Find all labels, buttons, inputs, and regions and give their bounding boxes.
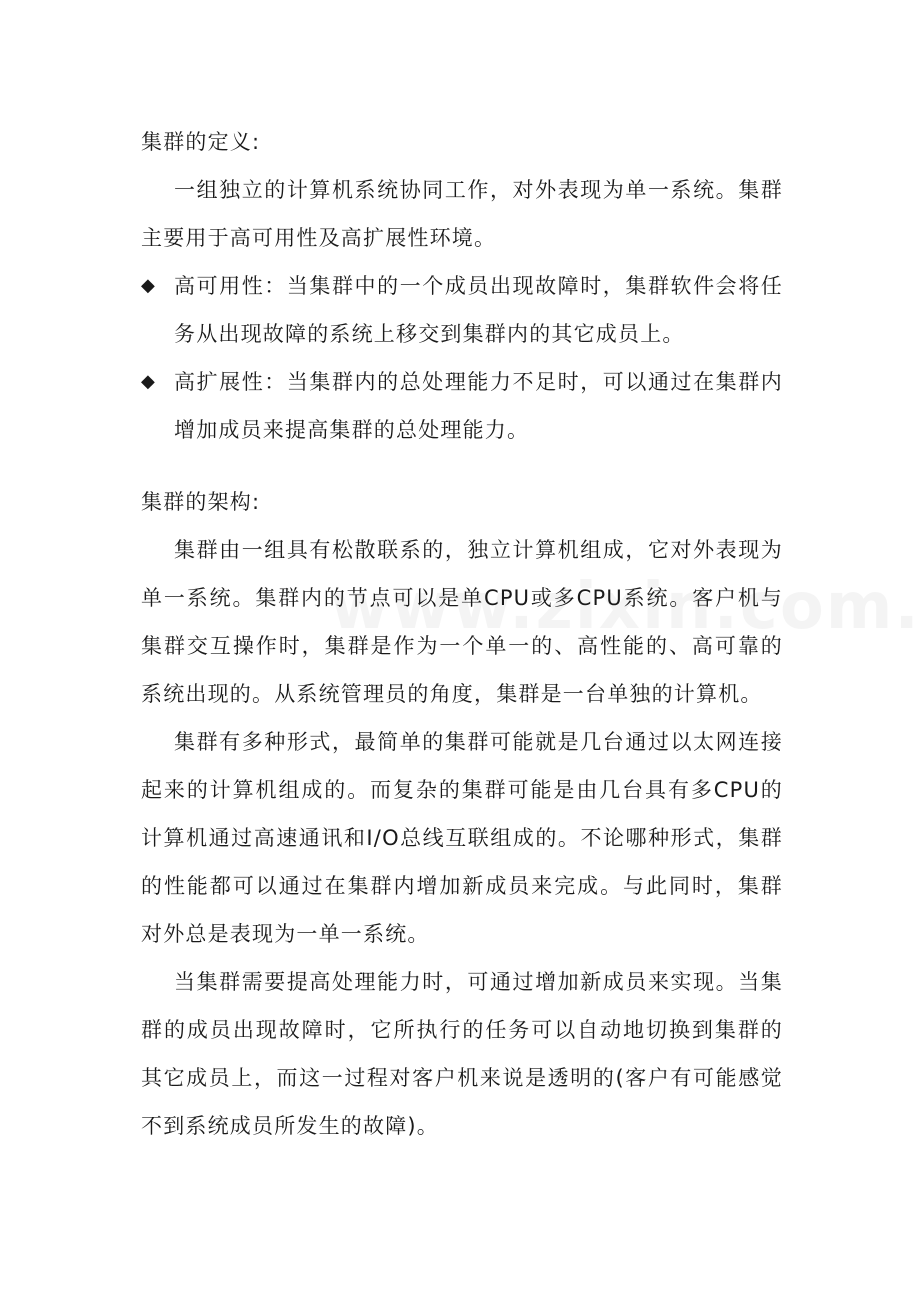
bullet-high-availability — [141, 262, 783, 358]
bullet-high-scalability — [141, 358, 783, 454]
definition-paragraph: 一组独立的计算机系统协同工作，对外表现为单一系统。集群主要用于高可用性及高扩展性环境。 — [141, 178, 783, 250]
architecture-paragraph-3: 当集群需要提高处理能力时，可通过增加新成员来实现。当集群的成员出现故障时，它所执行的任务可以自动地切换到集群的其它成员上，而这一过程对客户机来说是透明的(客户有可能感觉不到系统成员所发生的故障)。 — [141, 970, 783, 1138]
architecture-paragraph-1: 集群由一组具有松散联系的，独立计算机组成，它对外表现为单一系统。集群内的节点可以是单CPU或多CPU系统。客户机与集群交互操作时，集群是作为一个单一的、高性能的、高可靠的系统出现的。从系统管理员的角度，集群是一台单独的计算机。 — [141, 538, 783, 706]
diamond-bullet-icon: ◆ — [141, 371, 157, 392]
bullet-text: 高可用性：当集群中的一个成员出现故障时，集群软件会将任务从出现故障的系统上移交到集群内的其它成员上。 — [174, 274, 783, 346]
diamond-bullet-icon: ◆ — [141, 275, 157, 296]
architecture-paragraph-2: 集群有多种形式，最简单的集群可能就是几台通过以太网连接起来的计算机组成的。而复杂的集群可能是由几台具有多CPU的计算机通过高速通讯和I/O总线互联组成的。不论哪种形式，集群的性能都可以通过在集群内增加新成员来完成。与此同时，集群对外总是表现为一单一系统。 — [141, 730, 783, 946]
section-heading-definition: 集群的定义: — [141, 130, 261, 154]
bullet-text: 高扩展性：当集群内的总处理能力不足时，可以通过在集群内增加成员来提高集群的总处理能力。 — [174, 370, 783, 442]
section-spacer — [141, 454, 783, 478]
document-page — [141, 118, 783, 1150]
section-heading-architecture: 集群的架构: — [141, 490, 261, 514]
